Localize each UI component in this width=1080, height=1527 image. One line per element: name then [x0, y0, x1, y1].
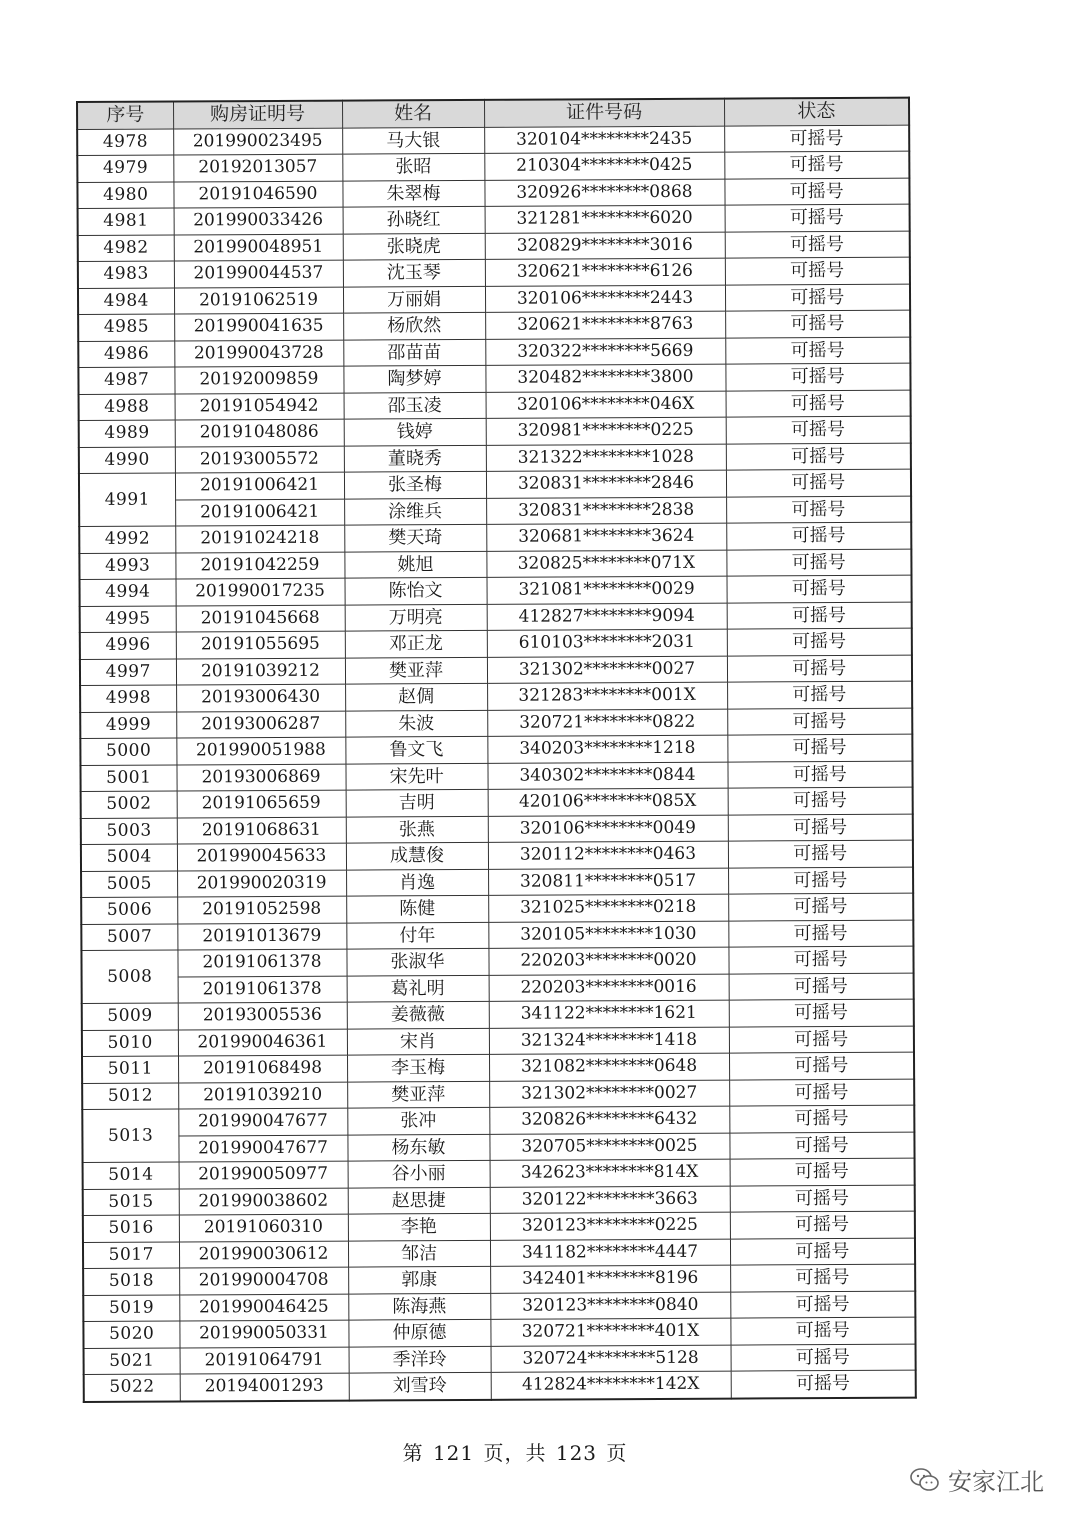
index-cell: 5006 [81, 897, 177, 924]
status-cell: 可摇号 [728, 814, 913, 841]
index-cell: 4978 [77, 128, 173, 155]
cert-no-cell: 201990030612 [179, 1241, 348, 1268]
cert-no-cell: 20191064791 [180, 1347, 349, 1374]
index-cell: 5015 [83, 1188, 179, 1215]
index-cell: 5013 [82, 1109, 178, 1163]
id-number-cell: 610103********2031 [487, 629, 727, 657]
name-cell: 宋先叶 [345, 763, 487, 790]
id-number-cell: 321082********0648 [489, 1053, 729, 1081]
cert-no-cell: 201990043728 [174, 340, 343, 367]
status-cell: 可摇号 [731, 1344, 916, 1371]
name-cell: 杨欣然 [343, 312, 485, 339]
lottery-table [76, 97, 917, 1403]
index-cell: 5014 [83, 1162, 179, 1189]
cert-no-cell: 20191048086 [175, 419, 344, 446]
cert-no-cell: 20193005536 [178, 1002, 347, 1029]
header-certificate: 购房证明号 [173, 101, 342, 129]
watermark-text: 安家江北 [948, 1468, 1044, 1496]
id-number-cell: 320829********3016 [485, 232, 725, 260]
index-cell: 4997 [80, 658, 176, 685]
status-cell: 可摇号 [724, 178, 909, 205]
id-number-cell: 320721********0822 [487, 709, 727, 737]
cert-no-cell: 20191065659 [177, 790, 346, 817]
cert-no-cell: 201990023495 [173, 128, 342, 155]
index-cell: 5022 [84, 1374, 180, 1402]
status-cell: 可摇号 [728, 787, 913, 814]
status-cell: 可摇号 [727, 708, 912, 735]
name-cell: 付年 [346, 922, 488, 949]
id-number-cell: 321322********1028 [486, 444, 726, 472]
status-cell: 可摇号 [726, 416, 911, 443]
status-cell: 可摇号 [727, 655, 912, 682]
status-cell: 可摇号 [727, 681, 912, 708]
id-number-cell: 220203********0020 [488, 947, 728, 975]
id-number-cell: 342623********814X [490, 1159, 730, 1187]
name-cell: 沈玉琴 [343, 259, 485, 286]
cert-no-cell: 20191061378 [178, 976, 347, 1003]
id-number-cell: 320123********0225 [490, 1212, 730, 1240]
index-cell: 4983 [78, 261, 174, 288]
index-cell: 5011 [82, 1056, 178, 1083]
cert-no-cell: 201990038602 [179, 1188, 348, 1215]
cert-no-cell: 201990050331 [179, 1320, 348, 1347]
cert-no-cell: 201990046361 [178, 1029, 347, 1056]
id-number-cell: 341182********4447 [490, 1239, 730, 1267]
id-number-cell: 320981********0225 [486, 417, 726, 445]
status-cell: 可摇号 [729, 1105, 914, 1132]
status-cell: 可摇号 [726, 390, 911, 417]
id-number-cell: 320681********3624 [486, 523, 726, 551]
status-cell: 可摇号 [730, 1158, 915, 1185]
status-cell: 可摇号 [730, 1264, 915, 1291]
cert-no-cell: 201990033426 [174, 207, 343, 234]
cert-no-cell: 20191062519 [174, 287, 343, 314]
footer-total-pages: 123 [555, 1441, 598, 1465]
cert-no-cell: 20191045668 [176, 605, 345, 632]
cert-no-cell: 201990041635 [174, 313, 343, 340]
cert-no-cell: 20191055695 [176, 631, 345, 658]
name-cell: 陈海燕 [348, 1293, 490, 1320]
cert-no-cell: 20193006430 [176, 684, 345, 711]
name-cell: 邵苗苗 [343, 339, 485, 366]
id-number-cell: 321302********0027 [487, 656, 727, 684]
name-cell: 孙晓红 [343, 206, 485, 233]
status-cell: 可摇号 [731, 1370, 916, 1398]
wechat-watermark [910, 1462, 1044, 1497]
index-cell: 4995 [80, 605, 176, 632]
cert-no-cell: 20191042259 [175, 552, 344, 579]
name-cell: 李玉梅 [347, 1054, 489, 1081]
id-number-cell: 320826********6432 [489, 1106, 729, 1134]
id-number-cell: 340302********0844 [487, 762, 727, 790]
id-number-cell: 320104********2435 [484, 126, 724, 154]
index-cell: 5000 [80, 738, 176, 765]
name-cell: 朱波 [345, 710, 487, 737]
id-number-cell: 320122********3663 [490, 1186, 730, 1214]
status-cell: 可摇号 [726, 443, 911, 470]
name-cell: 邓正龙 [345, 630, 487, 657]
cert-no-cell: 20191006421 [175, 472, 344, 499]
cert-no-cell: 201990044537 [174, 260, 343, 287]
id-number-cell: 341122********1621 [489, 1000, 729, 1028]
name-cell: 邵玉凌 [344, 392, 486, 419]
index-cell: 4990 [79, 446, 175, 473]
id-number-cell: 320825********071X [486, 550, 726, 578]
name-cell: 张昭 [342, 153, 484, 180]
name-cell: 张淑华 [346, 948, 488, 975]
status-cell: 可摇号 [729, 999, 914, 1026]
name-cell: 仲原德 [348, 1319, 490, 1346]
index-cell: 4993 [79, 552, 175, 579]
status-cell: 可摇号 [727, 602, 912, 629]
cert-no-cell: 201990046425 [179, 1294, 348, 1321]
index-cell: 5016 [83, 1215, 179, 1242]
name-cell: 万明亮 [345, 604, 487, 631]
id-number-cell: 342401********8196 [490, 1265, 730, 1293]
header-name: 姓名 [342, 100, 484, 128]
name-cell: 张燕 [346, 816, 488, 843]
status-cell: 可摇号 [728, 920, 913, 947]
status-cell: 可摇号 [729, 1026, 914, 1053]
cert-no-cell: 201990004708 [179, 1267, 348, 1294]
index-cell: 5001 [80, 764, 176, 791]
name-cell: 刘雪玲 [349, 1372, 491, 1400]
status-cell: 可摇号 [730, 1238, 915, 1265]
cert-no-cell: 201990047677 [178, 1135, 347, 1162]
id-number-cell: 321081********0029 [486, 576, 726, 604]
footer-mid: 页，共 [483, 1441, 547, 1465]
index-cell: 5002 [81, 791, 177, 818]
status-cell: 可摇号 [730, 1291, 915, 1318]
index-cell: 4979 [77, 155, 173, 182]
status-cell: 可摇号 [727, 761, 912, 788]
cert-no-cell: 20191039210 [178, 1082, 347, 1109]
name-cell: 季洋玲 [349, 1346, 491, 1373]
cert-no-cell: 20191024218 [175, 525, 344, 552]
id-number-cell: 321281********6020 [485, 205, 725, 233]
name-cell: 樊亚萍 [347, 1081, 489, 1108]
status-cell: 可摇号 [725, 284, 910, 311]
status-cell: 可摇号 [729, 973, 914, 1000]
name-cell: 朱翠梅 [342, 180, 484, 207]
name-cell: 邹洁 [348, 1240, 490, 1267]
name-cell: 成慧俊 [346, 842, 488, 869]
name-cell: 陈怡文 [345, 577, 487, 604]
name-cell: 涂维兵 [344, 498, 486, 525]
status-cell: 可摇号 [725, 231, 910, 258]
footer-page-number: 121 [432, 1441, 475, 1465]
status-cell: 可摇号 [726, 575, 911, 602]
id-number-cell: 320106********046X [486, 391, 726, 419]
cert-no-cell: 20194001293 [180, 1373, 349, 1401]
cert-no-cell: 20193005572 [175, 446, 344, 473]
id-number-cell: 321302********0027 [489, 1080, 729, 1108]
table-body [77, 125, 916, 1402]
status-cell: 可摇号 [726, 469, 911, 496]
index-cell: 4998 [80, 685, 176, 712]
id-number-cell: 321283********001X [487, 682, 727, 710]
status-cell: 可摇号 [729, 1132, 914, 1159]
name-cell: 万丽娟 [343, 286, 485, 313]
id-number-cell: 320831********2846 [486, 470, 726, 498]
id-number-cell: 220203********0016 [489, 974, 729, 1002]
header-id-number: 证件号码 [484, 99, 724, 127]
id-number-cell: 320705********0025 [489, 1133, 729, 1161]
cert-no-cell: 20191046590 [173, 181, 342, 208]
id-number-cell: 412824********142X [491, 1371, 731, 1399]
cert-no-cell: 201990048951 [174, 234, 343, 261]
name-cell: 姚旭 [344, 551, 486, 578]
index-cell: 4985 [78, 314, 174, 341]
status-cell: 可摇号 [728, 946, 913, 973]
name-cell: 肖逸 [346, 869, 488, 896]
id-number-cell: 320621********8763 [485, 311, 725, 339]
index-cell: 5005 [81, 870, 177, 897]
index-cell: 4999 [80, 711, 176, 738]
id-number-cell: 320482********3800 [485, 364, 725, 392]
name-cell: 鲁文飞 [345, 736, 487, 763]
id-number-cell: 320123********0840 [490, 1292, 730, 1320]
index-cell: 4986 [78, 340, 174, 367]
cert-no-cell: 20191068498 [178, 1055, 347, 1082]
name-cell: 樊天琦 [344, 524, 486, 551]
index-cell: 4988 [79, 393, 175, 420]
name-cell: 张圣梅 [344, 471, 486, 498]
name-cell: 姜薇薇 [347, 1001, 489, 1028]
index-cell: 5020 [83, 1321, 179, 1348]
id-number-cell: 320106********2443 [485, 285, 725, 313]
id-number-cell: 320105********1030 [488, 921, 728, 949]
id-number-cell: 320724********5128 [491, 1345, 731, 1373]
name-cell: 陈健 [346, 895, 488, 922]
index-cell: 4982 [78, 234, 174, 261]
id-number-cell: 320811********0517 [488, 868, 728, 896]
cert-no-cell: 20191013679 [177, 923, 346, 950]
id-number-cell: 420106********085X [488, 788, 728, 816]
status-cell: 可摇号 [727, 734, 912, 761]
name-cell: 李艳 [348, 1213, 490, 1240]
name-cell: 董晓秀 [344, 445, 486, 472]
name-cell: 樊亚萍 [345, 657, 487, 684]
cert-no-cell: 201990047677 [178, 1108, 347, 1135]
footer-suffix: 页 [606, 1441, 628, 1465]
index-cell: 4980 [77, 181, 173, 208]
name-cell: 张晓虎 [343, 233, 485, 260]
index-cell: 4994 [80, 579, 176, 606]
status-cell: 可摇号 [730, 1317, 915, 1344]
name-cell: 张冲 [347, 1107, 489, 1134]
id-number-cell: 210304********0425 [484, 152, 724, 180]
status-cell: 可摇号 [729, 1079, 914, 1106]
name-cell: 郭康 [348, 1266, 490, 1293]
table-row [84, 1370, 916, 1401]
header-status: 状态 [724, 98, 909, 126]
id-number-cell: 320322********5669 [485, 338, 725, 366]
cert-no-cell: 201990020319 [177, 870, 346, 897]
index-cell: 5021 [84, 1347, 180, 1374]
status-cell: 可摇号 [725, 204, 910, 231]
cert-no-cell: 20191039212 [176, 658, 345, 685]
index-cell: 5003 [81, 817, 177, 844]
name-cell: 葛礼明 [347, 975, 489, 1002]
index-cell: 5008 [81, 950, 177, 1004]
id-number-cell: 320831********2838 [486, 497, 726, 525]
cert-no-cell: 20191006421 [175, 499, 344, 526]
cert-no-cell: 20193006869 [176, 764, 345, 791]
id-number-cell: 412827********9094 [487, 603, 727, 631]
index-cell: 4987 [78, 367, 174, 394]
status-cell: 可摇号 [724, 125, 909, 152]
status-cell: 可摇号 [725, 257, 910, 284]
page-footer [0, 1437, 1030, 1466]
name-cell: 马大银 [342, 127, 484, 154]
status-cell: 可摇号 [726, 522, 911, 549]
name-cell: 赵倜 [345, 683, 487, 710]
index-cell: 5012 [82, 1082, 178, 1109]
cert-no-cell: 20191068631 [177, 817, 346, 844]
id-number-cell: 321324********1418 [489, 1027, 729, 1055]
cert-no-cell: 20192013057 [173, 154, 342, 181]
name-cell: 杨东敏 [347, 1134, 489, 1161]
id-number-cell: 321025********0218 [488, 894, 728, 922]
status-cell: 可摇号 [725, 310, 910, 337]
cert-no-cell: 201990017235 [176, 578, 345, 605]
id-number-cell: 320926********0868 [484, 179, 724, 207]
name-cell: 宋肖 [347, 1028, 489, 1055]
id-number-cell: 340203********1218 [487, 735, 727, 763]
header-index: 序号 [77, 101, 173, 129]
name-cell: 钱婷 [344, 418, 486, 445]
status-cell: 可摇号 [725, 363, 910, 390]
id-number-cell: 320106********0049 [488, 815, 728, 843]
name-cell: 赵思捷 [348, 1187, 490, 1214]
index-cell: 4989 [79, 420, 175, 447]
id-number-cell: 320721********401X [490, 1318, 730, 1346]
status-cell: 可摇号 [728, 840, 913, 867]
status-cell: 可摇号 [726, 549, 911, 576]
name-cell: 谷小丽 [348, 1160, 490, 1187]
index-cell: 5007 [81, 923, 177, 950]
index-cell: 4992 [79, 526, 175, 553]
status-cell: 可摇号 [730, 1185, 915, 1212]
index-cell: 5009 [82, 1003, 178, 1030]
cert-no-cell: 201990050977 [179, 1161, 348, 1188]
index-cell: 5010 [82, 1029, 178, 1056]
cert-no-cell: 201990051988 [176, 737, 345, 764]
status-cell: 可摇号 [726, 496, 911, 523]
name-cell: 吉明 [346, 789, 488, 816]
wechat-icon [910, 1467, 940, 1493]
index-cell: 4981 [78, 208, 174, 235]
status-cell: 可摇号 [729, 1052, 914, 1079]
cert-no-cell: 20193006287 [176, 711, 345, 738]
cert-no-cell: 20191061378 [177, 949, 346, 976]
status-cell: 可摇号 [728, 867, 913, 894]
status-cell: 可摇号 [725, 337, 910, 364]
status-cell: 可摇号 [728, 893, 913, 920]
name-cell: 陶梦婷 [343, 365, 485, 392]
cert-no-cell: 20191052598 [177, 896, 346, 923]
index-cell: 4984 [78, 287, 174, 314]
index-cell: 5019 [83, 1294, 179, 1321]
cert-no-cell: 20191060310 [179, 1214, 348, 1241]
status-cell: 可摇号 [730, 1211, 915, 1238]
cert-no-cell: 20191054942 [175, 393, 344, 420]
id-number-cell: 320621********6126 [485, 258, 725, 286]
footer-prefix: 第 [402, 1441, 424, 1465]
status-cell: 可摇号 [724, 151, 909, 178]
table-header-row [77, 98, 909, 129]
index-cell: 4991 [79, 473, 175, 527]
index-cell: 5004 [81, 844, 177, 871]
index-cell: 4996 [80, 632, 176, 659]
cert-no-cell: 20192009859 [174, 366, 343, 393]
index-cell: 5018 [83, 1268, 179, 1295]
cert-no-cell: 201990045633 [177, 843, 346, 870]
id-number-cell: 320112********0463 [488, 841, 728, 869]
status-cell: 可摇号 [727, 628, 912, 655]
index-cell: 5017 [83, 1241, 179, 1268]
document-page [76, 97, 915, 1403]
